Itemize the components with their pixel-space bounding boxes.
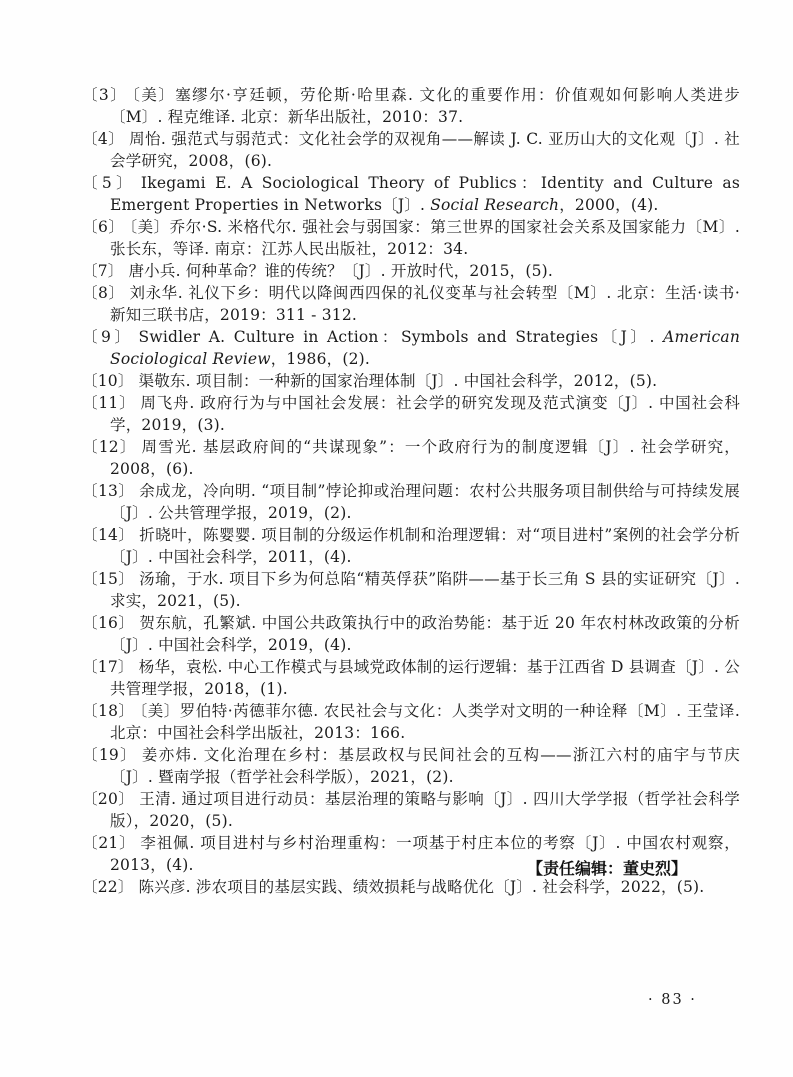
reference-text-segment: Swidler A. Culture in Action：Symbols and Strategies〔J〕.	[138, 328, 664, 346]
reference-text-segment: 李祖佩. 项目进村与乡村治理重构：一项基于村庄本位的考察〔J〕. 中国农村观察，2013，(4).	[110, 834, 740, 874]
reference-text-segment: 〔美〕塞缪尔·亨廷顿，劳伦斯·哈里森. 文化的重要作用：价值观如何影响人类进步〔M〕. 程克维译. 北京：新华出版社，2010：37.	[110, 86, 741, 126]
reference-number: 〔13〕	[82, 482, 135, 500]
reference-item	[82, 524, 740, 568]
reference-number: 〔18〕	[82, 702, 135, 720]
page-number: · 83 ·	[648, 992, 697, 1008]
reference-text-segment: 余成龙，冷向明. “项目制”悖论抑或治理问题：农村公共服务项目制供给与可持续发展〔J〕. 公共管理学报，2019，(2).	[110, 482, 740, 522]
reference-text	[110, 482, 740, 522]
reference-item	[82, 282, 740, 326]
journal-name-italic: American Sociological Review	[110, 328, 741, 368]
reference-text-segment: 杨华，袁松. 中心工作模式与县域党政体制的运行逻辑：基于江西省 D 县调查〔J〕. 公共管理学报，2018，(1).	[110, 658, 740, 698]
reference-number: 〔4〕	[82, 130, 125, 148]
responsible-editor-line: 【责任编辑：董史烈】	[526, 859, 687, 878]
reference-item	[82, 788, 740, 832]
reference-item	[82, 216, 740, 260]
reference-number: 〔17〕	[82, 658, 134, 676]
journal-name-italic: Social Research	[430, 196, 560, 214]
reference-text	[110, 174, 740, 214]
reference-text	[110, 570, 740, 610]
reference-item	[82, 128, 740, 172]
reference-item	[82, 260, 740, 282]
reference-text-segment: 王清. 通过项目进行动员：基层治理的策略与影响〔J〕. 四川大学学报（哲学社会科学版），2020，(5).	[110, 790, 741, 830]
reference-text-segment: 折晓叶，陈婴婴. 项目制的分级运作机制和治理逻辑：对“项目进村”案例的社会学分析〔J〕. 中国社会科学，2011，(4).	[110, 526, 740, 566]
reference-text	[110, 328, 740, 368]
reference-text-segment: 周雪光. 基层政府间的“共谋现象”：一个政府行为的制度逻辑〔J〕. 社会学研究，2008，(6).	[110, 438, 740, 478]
reference-item	[82, 480, 740, 524]
reference-text	[110, 130, 740, 170]
reference-text	[128, 262, 553, 280]
reference-item	[82, 436, 740, 480]
reference-number: 〔7〕	[82, 262, 124, 280]
reference-item	[82, 612, 740, 656]
reference-item	[82, 700, 740, 744]
reference-number: 〔11〕	[82, 394, 136, 412]
reference-text-segment: 陈兴彦. 涉农项目的基层实践、绩效损耗与战略优化〔J〕. 社会科学，2022，(5).	[138, 878, 705, 896]
reference-item	[82, 568, 740, 612]
reference-text-segment: Ikegami E. A Sociological Theory of Publics：Identity and Culture as Emergent Properties in Networks〔J〕.	[110, 174, 740, 214]
reference-text	[110, 790, 740, 830]
reference-text-segment: 刘永华. 礼仪下乡：明代以降闽西四保的礼仪变革与社会转型〔M〕. 北京：生活·读书·新知三联书店，2019：311 - 312.	[110, 284, 740, 324]
reference-item	[82, 656, 740, 700]
reference-text-segment: 唐小兵. 何种革命？谁的传统？〔J〕. 开放时代，2015，(5).	[128, 262, 554, 280]
reference-text-segment: ，1986，(2).	[270, 350, 371, 368]
reference-text	[110, 394, 740, 434]
reference-number: 〔14〕	[82, 526, 135, 544]
reference-number: 〔5〕	[82, 174, 136, 192]
reference-item	[82, 172, 740, 216]
reference-text	[110, 702, 740, 742]
reference-number: 〔21〕	[82, 834, 136, 852]
reference-number: 〔12〕	[82, 438, 137, 456]
reference-number: 〔20〕	[82, 790, 135, 808]
reference-text-segment: 姜亦炜. 文化治理在乡村：基层政权与民间社会的互构——浙江六村的庙宇与节庆〔J〕. 暨南学报（哲学社会科学版），2021，(2).	[110, 746, 740, 786]
reference-text-segment: 周飞舟. 政府行为与中国社会发展：社会学的研究发现及范式演变〔J〕. 中国社会科学，2019，(3).	[110, 394, 740, 434]
reference-text-segment: 〔美〕罗伯特·芮德菲尔德. 农民社会与文化：人类学对文明的一种诠释〔M〕. 王莹译. 北京：中国社会科学出版社，2013：166.	[110, 702, 740, 742]
reference-text-segment: 汤瑜，于水. 项目下乡为何总陷“精英俘获”陷阱——基于长三角 S 县的实证研究〔J〕. 求实，2021，(5).	[110, 570, 740, 610]
reference-text	[110, 526, 740, 566]
reference-text-segment: ，2000，(4).	[559, 196, 659, 214]
reference-text	[139, 372, 658, 390]
reference-text	[139, 878, 705, 896]
reference-number: 〔6〕	[82, 218, 125, 236]
reference-item	[82, 876, 740, 898]
reference-item	[82, 84, 740, 128]
reference-text	[110, 614, 740, 654]
reference-number: 〔22〕	[82, 878, 134, 896]
reference-text-segment: 贺东航，孔繁斌. 中国公共政策执行中的政治势能：基于近 20 年农村林改政策的分析〔J〕. 中国社会科学，2019，(4).	[110, 614, 740, 654]
reference-item	[82, 326, 740, 370]
reference-text	[110, 284, 740, 324]
reference-number: 〔8〕	[82, 284, 125, 302]
reference-text	[110, 438, 740, 478]
reference-list	[82, 84, 740, 898]
reference-text-segment: 渠敬东. 项目制：一种新的国家治理体制〔J〕. 中国社会科学，2012，(5).	[138, 372, 658, 390]
reference-text	[110, 218, 740, 258]
reference-number: 〔10〕	[82, 372, 134, 390]
reference-text	[110, 658, 740, 698]
reference-number: 〔19〕	[82, 746, 137, 764]
reference-number: 〔15〕	[82, 570, 135, 588]
reference-text-segment: 〔美〕乔尔·S. 米格代尔. 强社会与弱国家：第三世界的国家社会关系及国家能力〔M〕. 张长东，等译. 南京：江苏人民出版社，2012：34.	[110, 218, 740, 258]
reference-item	[82, 392, 740, 436]
reference-number: 〔3〕	[82, 86, 128, 104]
reference-item	[82, 370, 740, 392]
reference-text	[110, 86, 740, 126]
reference-number: 〔9〕	[82, 328, 134, 346]
reference-item	[82, 744, 740, 788]
reference-number: 〔16〕	[82, 614, 135, 632]
reference-text-segment: 周怡. 强范式与弱范式：文化社会学的双视角——解读 J. C. 亚历山大的文化观〔J〕. 社会学研究，2008，(6).	[110, 130, 741, 170]
reference-text	[110, 746, 740, 786]
